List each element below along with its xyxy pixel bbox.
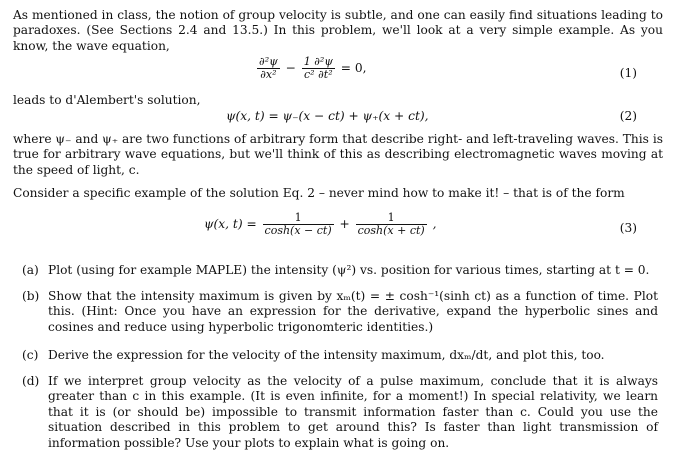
eq3-plus: + — [339, 217, 350, 231]
eq1-den2: c² ∂t² — [304, 68, 333, 81]
intro-paragraph: As mentioned in class, the notion of group velocity is subtle, and one can easily find situations leading to paradoxes. (See Sections 2.4 and 13.5.) In this problem, we'll look at a very simple example. As you know, the wave equation, — [13, 8, 663, 53]
equation-3 — [204, 212, 436, 237]
equation-2: ψ(x, t) = ψ₋(x − ct) + ψ₊(x + ct), — [226, 109, 429, 123]
leads-text: leads to d'Alembert's solution, — [13, 93, 201, 107]
equation-1 — [255, 56, 367, 81]
consider-paragraph: Consider a specific example of the solution Eq. 2 – never mind how to make it! – that is of the form — [13, 186, 625, 200]
eq1-minus: − — [285, 61, 296, 75]
eq3-tail: , — [432, 217, 437, 231]
item-label: (c) — [22, 348, 39, 362]
eq1-rhs: = 0, — [340, 61, 367, 75]
eq3-den1: cosh(x − ct) — [264, 224, 332, 237]
eq1-num1: ∂²ψ — [259, 55, 278, 68]
item-text: Show that the intensity maximum is given by xₘ(t) = ± cosh⁻¹(sinh ct) as a function of time. Plot this. (Hint: Once you have an expression for the derivative, expand the hyperbolic sines and cosines and reduce using hyperbolic trigonomteric identities.) — [48, 289, 658, 334]
eq2-number: (2) — [619, 109, 637, 123]
item-text: Plot (using for example MAPLE) the intensity (ψ²) vs. position for various times, starting at t = 0. — [48, 263, 650, 277]
eq1-num2: 1 ∂²ψ — [303, 55, 333, 68]
item-text: Derive the expression for the velocity of the intensity maximum, dxₘ/dt, and plot this, too. — [48, 348, 605, 362]
item-text: If we interpret group velocity as the velocity of a pulse maximum, conclude that it is always greater than c in this example. (It is even infinite, for a moment!) In special relativity, we learn that it is (or should be) impossible to transmit information faster than c. Could you use the situation described in this problem to get around this? Is faster than light transmission of information possible? Use your plots to explain what is going on. — [48, 374, 658, 450]
where-paragraph: where ψ₋ and ψ₊ are two functions of arbitrary form that describe right- and left-traveling waves. This is true for arbitrary wave equations, but we'll think of this as describing electromagnetic waves moving at the speed of light, c. — [13, 132, 663, 177]
eq3-num2: 1 — [356, 212, 427, 225]
eq3-den2: cosh(x + ct) — [357, 224, 425, 237]
item-label: (a) — [22, 263, 39, 277]
eq3-lhs: ψ(x, t) = — [204, 217, 257, 231]
item-label: (b) — [22, 289, 40, 303]
eq3-number: (3) — [619, 221, 637, 235]
eq1-den1: ∂x² — [260, 68, 277, 81]
eq1-number: (1) — [619, 66, 637, 80]
eq3-num1: 1 — [263, 212, 334, 225]
item-label: (d) — [22, 374, 40, 388]
